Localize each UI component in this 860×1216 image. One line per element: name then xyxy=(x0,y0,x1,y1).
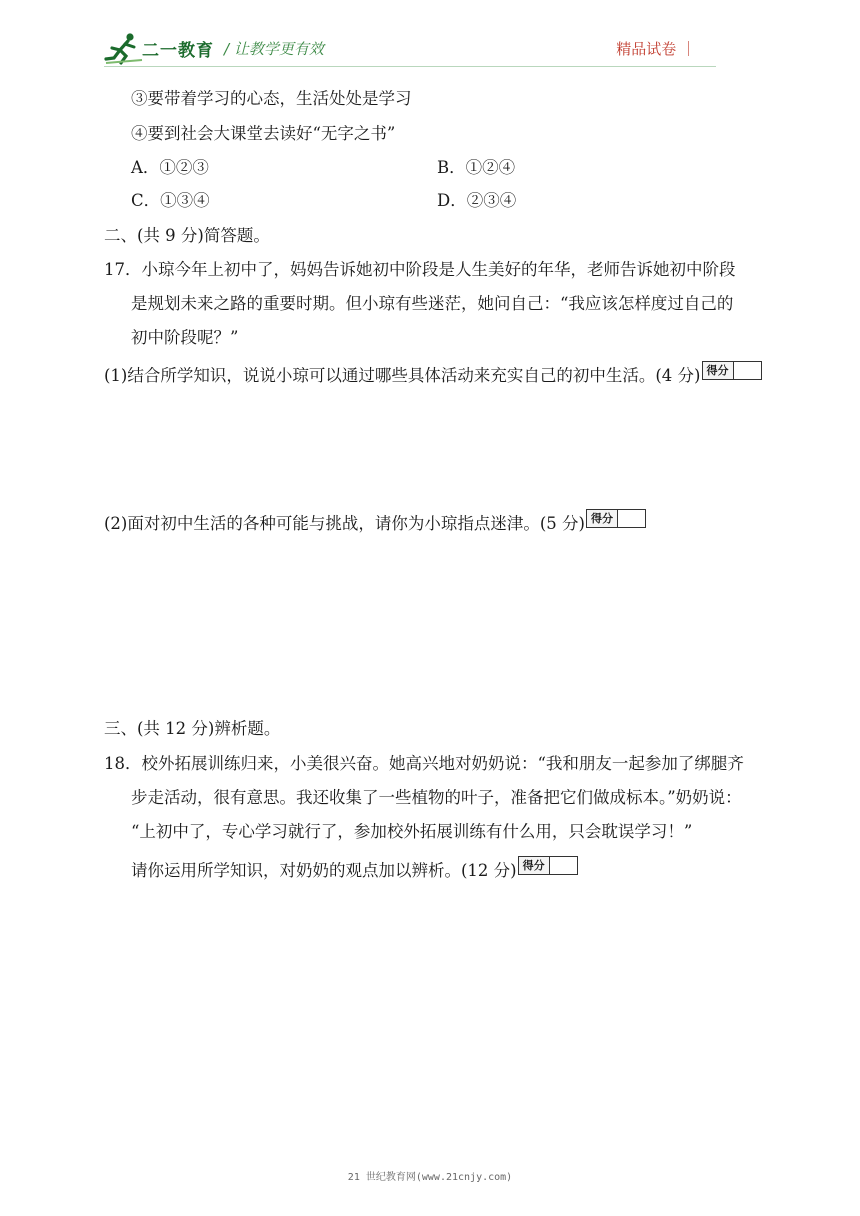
question-17-line-2: 是规划未来之路的重要时期。但小琼有些迷茫，她问自己：“我应该怎样度过自己的 xyxy=(131,294,734,313)
slogan: / 让教学更有效 xyxy=(224,40,324,58)
choice-item-3: ③要带着学习的心态，生活处处是学习 xyxy=(131,89,412,108)
header-divider xyxy=(104,66,716,67)
score-label: 得分 xyxy=(703,362,734,379)
page-footer: 21 世纪教育网(www.21cnjy.com) xyxy=(347,1172,513,1183)
header-right-label: 精品试卷 ｜ xyxy=(616,40,696,58)
option-c: C．①③④ xyxy=(131,191,210,210)
option-d: D．②③④ xyxy=(437,191,517,210)
question-17-line-1: 17．小琼今年上初中了，妈妈告诉她初中阶段是人生美好的年华，老师告诉她初中阶段 xyxy=(104,260,736,279)
score-label: 得分 xyxy=(519,857,550,874)
question-18-line-1: 18．校外拓展训练归来，小美很兴奋。她高兴地对奶奶说：“我和朋友一起参加了绑腿齐 xyxy=(104,754,744,773)
question-18-prompt-text: 请你运用所学知识，对奶奶的观点加以辨析。(12 分) xyxy=(131,861,517,880)
question-18-line-3: “上初中了，专心学习就行了，参加校外拓展训练有什么用，只会耽误学习！” xyxy=(131,822,693,841)
section-2-heading: 二、(共 9 分)简答题。 xyxy=(104,226,270,245)
question-17-line-3: 初中阶段呢？” xyxy=(131,328,239,347)
running-figure-icon xyxy=(104,32,144,66)
choice-item-4: ④要到社会大课堂去读好“无字之书” xyxy=(131,124,396,143)
question-17-part-1-text: (1)结合所学知识，说说小琼可以通过哪些具体活动来充实自己的初中生活。(4 分) xyxy=(104,366,701,385)
score-box xyxy=(702,361,762,380)
score-box xyxy=(518,856,578,875)
score-label: 得分 xyxy=(587,510,618,527)
question-17-part-2 xyxy=(104,513,646,535)
question-18-prompt xyxy=(131,860,578,882)
option-b: B．①②④ xyxy=(437,158,516,177)
option-a: A．①②③ xyxy=(131,158,209,177)
score-box xyxy=(586,509,646,528)
question-18-line-2: 步走活动，很有意思。我还收集了一些植物的叶子，准备把它们做成标本。”奶奶说： xyxy=(131,788,742,807)
question-17-part-1 xyxy=(104,365,762,387)
brand-name: 二一教育 xyxy=(142,41,214,61)
section-3-heading: 三、(共 12 分)辨析题。 xyxy=(104,719,281,738)
brand-logo xyxy=(104,32,214,66)
page-header xyxy=(0,0,860,70)
question-17-part-2-text: (2)面对初中生活的各种可能与挑战，请你为小琼指点迷津。(5 分) xyxy=(104,514,585,533)
